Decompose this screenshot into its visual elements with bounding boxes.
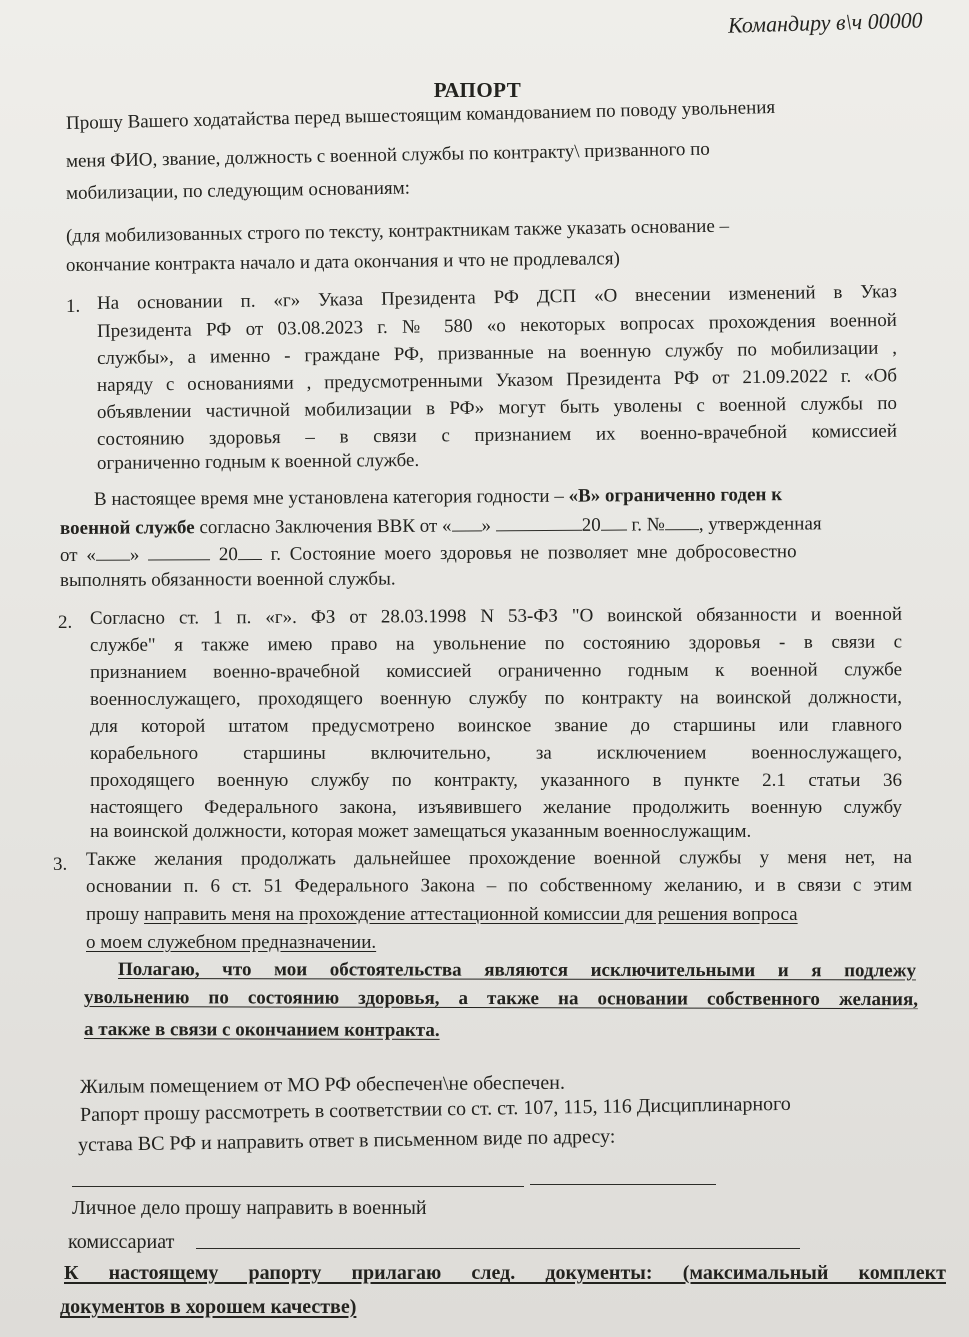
item-1-line: состоянию здоровья – в связи с признанием их военно-врачебной комиссией [96,420,898,450]
intro-line-2: меня ФИО, звание, должность с военной службы по контракту\ призванного по [65,138,711,172]
quote-close: » [481,515,492,537]
approved-month-blank[interactable] [148,541,210,560]
vvk-month-blank[interactable] [496,512,582,532]
item-1-line: Президента РФ от 03.08.2023 г. № 580 «о некоторых вопросах прохождения военной [96,309,898,342]
health-statement: г. Состояние моего здоровья не позволяет мне добросовестно [270,541,797,565]
commissariat-blank-line[interactable] [196,1248,800,1249]
vvk-year-blank[interactable] [601,512,627,531]
year-prefix: 20 [581,514,601,536]
vvk-number-label: г. № [631,514,665,536]
approved-label: , утвержденная [698,513,822,536]
intro-note-line-1: (для мобилизованных строго по тексту, контрактникам также указать основание – [65,215,730,247]
approved-date-label: от « [59,544,96,566]
item-2-number: 2. [58,612,73,633]
item-1-line: На основании п. «г» Указа Президента РФ ДСП «О внесении изменений в Указ [96,281,898,314]
conclusion-line: Полагаю, что мои обстоятельства являются исключительными и я подлежу [117,959,917,982]
request-word: прошу [86,904,140,925]
review-line-2: устава ВС РФ и направить ответ в письменном виде по адресу: [77,1125,616,1156]
intro-note-line-2: окончание контракта начало и дата окончания и что не продлевался) [65,248,620,276]
category-value-cont: военной службе [59,517,195,539]
item-1-line: службы», а именно - граждане РФ, призванные на военную службу по мобилизации , [96,337,898,369]
item-3-line-1: Также желания продолжать дальнейшее прохождение военной службы у меня нет, на [85,846,913,870]
item-3-line-3 [86,903,798,927]
attachments-line-1: К настоящему рапорту прилагаю след. документы: (максимальный комплект [64,1262,946,1284]
quote-close: » [129,544,140,566]
item-1-line: наряду с основаниями , предусмотренными Указом Президента РФ от 21.09.2022 г. «Об [96,365,898,396]
item-3-line-4: о моем служебном предназначении. [86,932,377,953]
intro-line-3: мобилизации, по следующим основаниям: [65,177,411,204]
category-line-4: выполнять обязанности военной службы. [59,568,396,591]
attachments-line-2: документов в хорошем качестве) [60,1296,357,1318]
year-prefix: 20 [218,544,238,566]
approved-day-blank[interactable] [96,542,130,561]
conclusion-line: увольнению по состоянию здоровья, а также на основании собственного желания, [83,987,919,1011]
item-1-line: ограниченно годным к военной службе. [96,449,420,474]
review-line-1: Рапорт прошу рассмотреть в соответствии со ст. ст. 107, 115, 116 Дисциплинарного [79,1092,791,1126]
category-text: В настоящее время мне установлена категория годности – [93,485,564,510]
item-1-line: объявлении частичной мобилизации в РФ» могут быть уволены с военной службы по [96,392,898,423]
category-value: «В» ограниченно годен к [568,484,783,507]
vvk-number-blank[interactable] [665,511,699,530]
address-blank-line[interactable] [72,1186,524,1187]
item-2-line: Согласно ст. 1 п. «г». ФЗ от 28.03.1998 N 53-ФЗ "О воинской обязанности и военной [89,603,903,629]
file-line-2: комиссариат [68,1231,175,1253]
document-title: РАПОРТ [433,78,522,102]
approved-year-blank[interactable] [238,541,262,560]
item-2-line: на воинской должности, которая может замещаться указанным военнослужащим. [90,821,752,842]
item-3-line-2: основании п. 6 ст. 51 Федерального Закона – по собственному желанию, и в связи с этим [85,874,913,897]
intro-line-1: Прошу Вашего ходатайства перед вышестоящим командованием по поводу увольнения [65,96,776,134]
housing-status: Жилым помещением от МО РФ обеспечен\не обеспечен. [79,1071,566,1098]
category-line-2 [60,510,822,541]
attestation-request: направить меня на прохождение аттестационной комиссии для решения вопроса [144,904,798,925]
category-line-1 [94,483,782,512]
item-2-line: военнослужащего, проходящего военную службу по контракту на воинской должности, [89,686,903,710]
category-line-3 [60,538,797,568]
item-2-line: корабельного старшины включительно, за исключением военнослужащего, [89,742,903,764]
item-2-line: для которой штатом предусмотрено воинское звание до старшины или главного [89,714,903,737]
item-2-line: признанием военно-врачебной комиссией ограниченно годным к военной службе [89,659,903,683]
item-3-number: 3. [53,854,68,875]
item-1-number: 1. [66,296,81,317]
vvk-day-blank[interactable] [451,512,481,531]
file-line-1: Личное дело прошу направить в военный [72,1197,427,1219]
item-2-line: службе" я также имею право на увольнение по состоянию здоровья - в связи с [89,631,903,656]
item-2-line: настоящего Федерального закона, изъявившего желание продолжить военную службу [90,797,902,818]
item-2-line: проходящего военную службу по контракту, указанного в пункте 2.1 статьи 36 [90,770,902,791]
conclusion-line: а также в связи с окончанием контракта. [83,1019,440,1041]
vvk-date-label: согласно Заключения ВВК от « [199,515,452,539]
addressee: Командиру в\ч 00000 [728,7,924,38]
address-blank-line-2[interactable] [530,1184,716,1185]
